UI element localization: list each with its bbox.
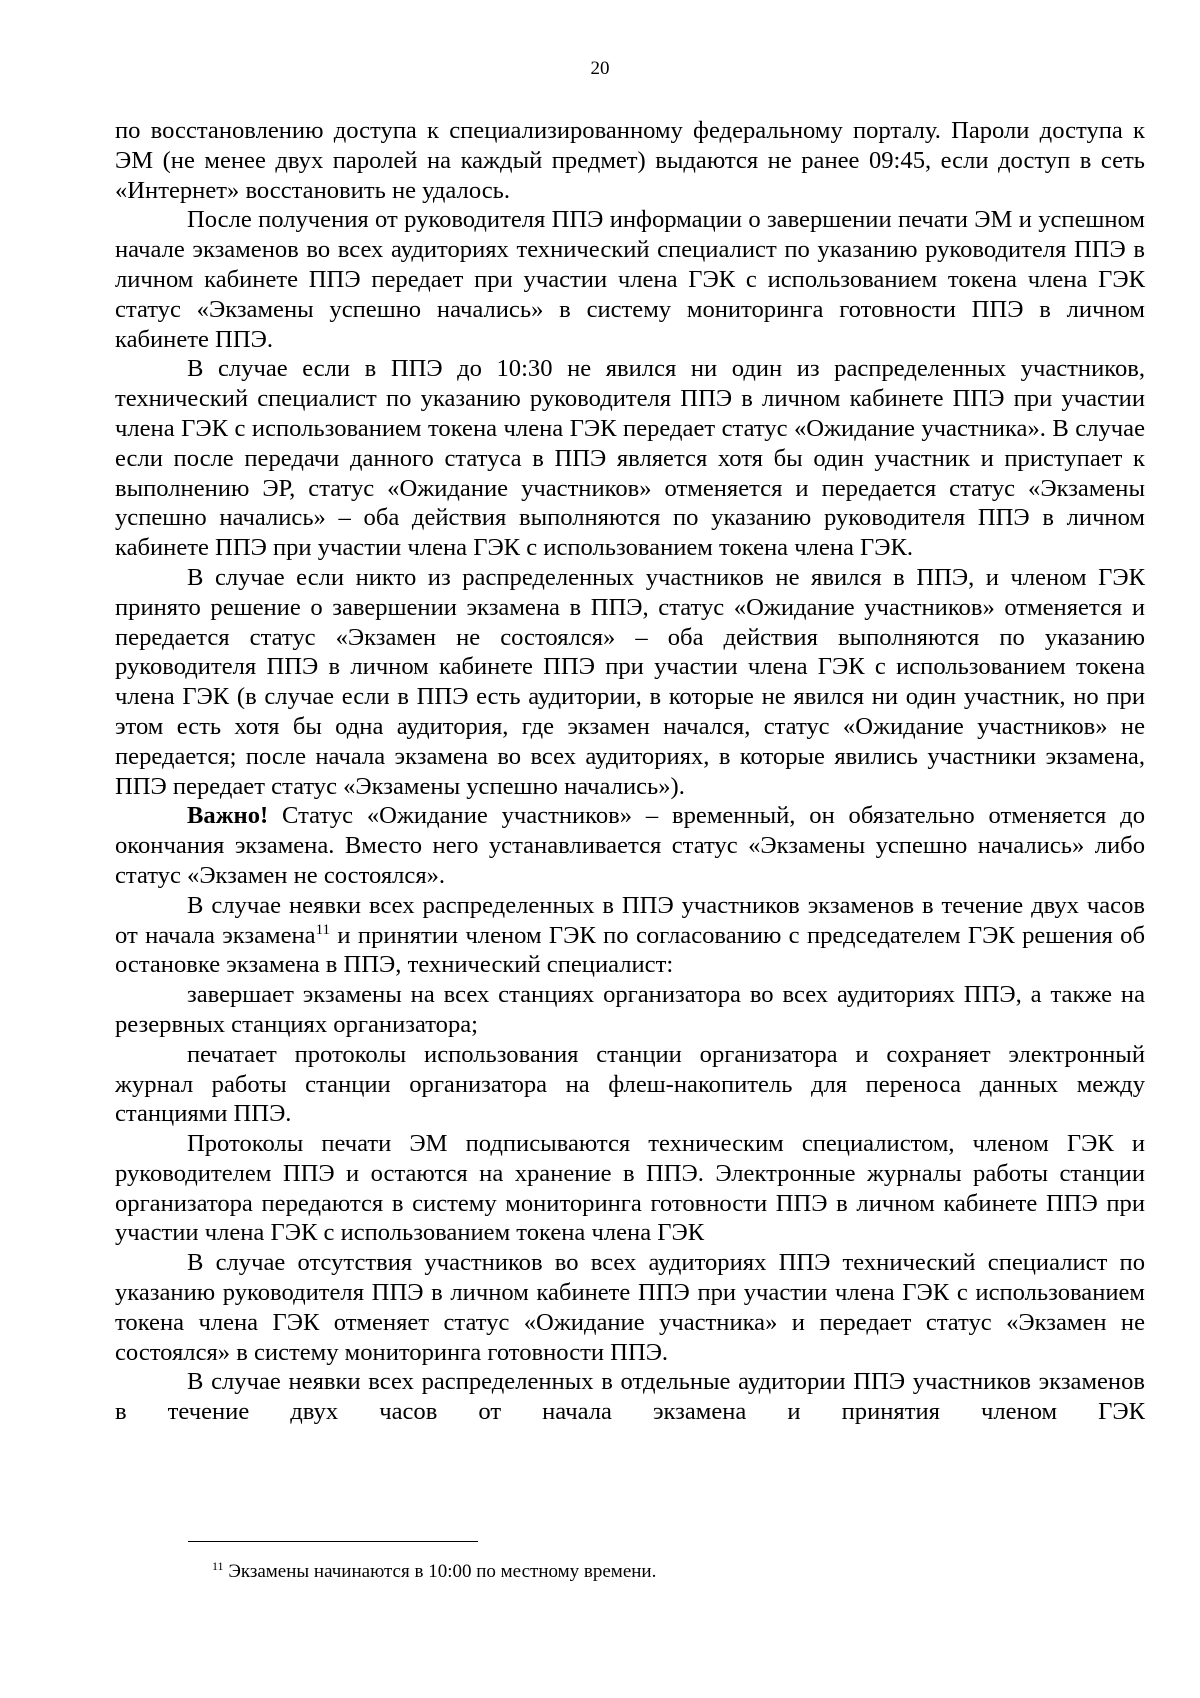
paragraph-print-protocols: печатает протоколы использования станции организатора и сохраняет электронный журнал работы станции организатора на флеш-накопитель для переноса данных между станциями ППЭ. bbox=[115, 1040, 1145, 1128]
no-show-text-part2: и принятии членом ГЭК по согласованию с председателем ГЭК решения об остановке экзамена в ППЭ, технический специалист: bbox=[115, 921, 1145, 979]
page-number: 20 bbox=[590, 58, 610, 79]
paragraph-finish-stations: завершает экзамены на всех станциях организатора во всех аудиториях ППЭ, а также на резервных станциях организатора; bbox=[115, 981, 1145, 1038]
paragraph-exam-start-status: После получения от руководителя ППЭ информации о завершении печати ЭМ и успешном начале экзаменов во всех аудиториях технический специалист по указанию руководителя ППЭ в личном кабинете ППЭ передает при участии члена ГЭК с использованием токена члена ГЭК статус «Экзамены успешно начались» в систему мониторинга готовности ППЭ в личном кабинете ППЭ. bbox=[115, 206, 1145, 353]
important-text: Статус «Ожидание участников» – временный, он обязательно отменяется до окончания экзамена. Вместо него устанавливается статус «Экзамены успешно начались» либо статус «Экзамен не состоялся». bbox=[115, 802, 1145, 889]
footnote bbox=[212, 1560, 656, 1584]
paragraph-important-note bbox=[115, 801, 1145, 890]
no-show-text-part1: В случае неявки всех распределенных в ППЭ участников экзаменов в течение двух часов от начала экзамена bbox=[115, 891, 1145, 949]
paragraph-protocols-signed: Протоколы печати ЭМ подписываются техническим специалистом, членом ГЭК и руководителем ППЭ и остаются на хранение в ППЭ. Электронные журналы работы станции организатора передаются в систему мониторинга готовности ППЭ в личном кабинете ППЭ при участии члена ГЭК с использованием токена члена ГЭК bbox=[115, 1130, 1145, 1247]
body-text bbox=[115, 116, 1145, 1427]
footnote-divider bbox=[188, 1541, 478, 1542]
footnote-text: Экзамены начинаются в 10:00 по местному времени. bbox=[223, 1561, 657, 1582]
paragraph-continuation: по восстановлению доступа к специализированному федеральному порталу. Пароли доступа к ЭМ (не менее двух паролей на каждый предмет) выдаются не ранее 09:45, если доступ в сеть «Интернет» восстановить не удалось. bbox=[115, 117, 1145, 204]
paragraph-partial-no-show: В случае неявки всех распределенных в отдельные аудитории ППЭ участников экзаменов в течение двух часов от начала экзамена и принятия членом ГЭК bbox=[115, 1368, 1145, 1426]
paragraph-exam-not-held: В случае если никто из распределенных участников не явился в ППЭ, и членом ГЭК принято решение о завершении экзамена в ППЭ, статус «Ожидание участников» отменяется и передается статус «Экзамен не состоялся» – оба действия выполняются по указанию руководителя ППЭ в личном кабинете ППЭ при участии члена ГЭК с использованием токена члена ГЭК (в случае если в ППЭ есть аудитории, в которые не явился ни один участник, но при этом есть хотя бы одна аудитория, где экзамен начался, статус «Ожидание участников» не передается; после начала экзамена во всех аудиториях, в которые явились участники экзамена, ППЭ передает статус «Экзамены успешно начались»). bbox=[115, 563, 1145, 800]
paragraph-no-show-two-hours bbox=[115, 891, 1145, 980]
footnote-reference: 11 bbox=[315, 921, 331, 938]
paragraph-no-participants: В случае отсутствия участников во всех аудиториях ППЭ технический специалист по указанию руководителя ППЭ в личном кабинете ППЭ при участии члена ГЭК с использованием токена члена ГЭК отменяет статус «Ожидание участника» и передает статус «Экзамен не состоялся» в систему мониторинга готовности ППЭ. bbox=[115, 1249, 1145, 1366]
footnote-marker: 11 bbox=[212, 1559, 224, 1573]
important-label: Важно! bbox=[187, 802, 269, 830]
paragraph-waiting-participant: В случае если в ППЭ до 10:30 не явился ни один из распределенных участников, технический специалист по указанию руководителя ППЭ в личном кабинете ППЭ при участии члена ГЭК с использованием токена члена ГЭК передает статус «Ожидание участника». В случае если после передачи данного статуса в ППЭ является хотя бы один участник и приступает к выполнению ЭР, статус «Ожидание участников» отменяется и передается статус «Экзамены успешно начались» – оба действия выполняются по указанию руководителя ППЭ в личном кабинете ППЭ при участии члена ГЭК с использованием токена члена ГЭК. bbox=[115, 355, 1145, 562]
